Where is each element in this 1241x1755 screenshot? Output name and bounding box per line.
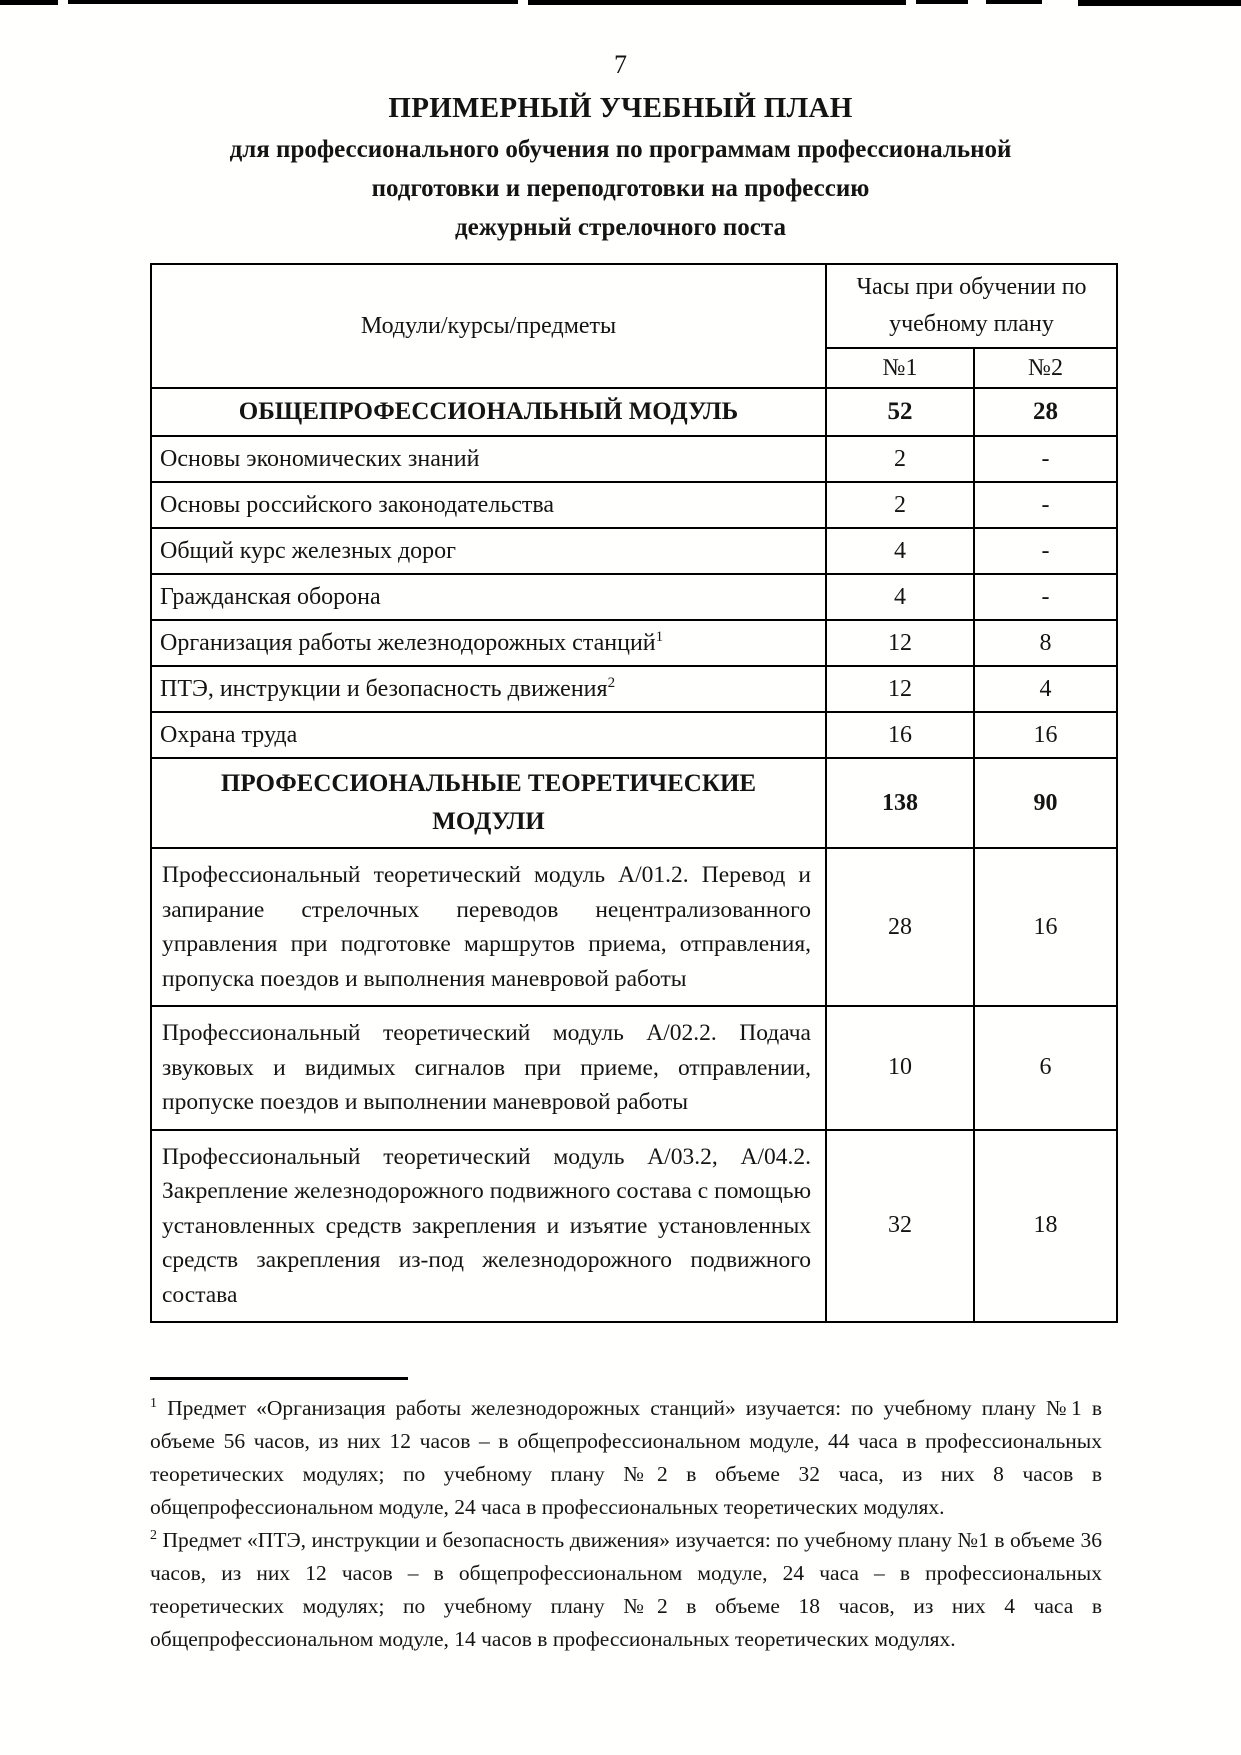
footnote-1-marker: 1 [150, 1395, 157, 1411]
column-header-modules: Модули/курсы/предметы [151, 264, 826, 388]
module-cell [151, 620, 826, 666]
table-row [151, 758, 1117, 848]
footnote-2-marker: 2 [150, 1527, 157, 1543]
module-cell: Основы экономических знаний [151, 436, 826, 482]
table-row [151, 712, 1117, 758]
footnote-ref-1: 1 [655, 628, 664, 645]
table-row [151, 848, 1117, 1006]
plan2-hours-cell: - [974, 436, 1117, 482]
module-cell: Общий курс железных дорог [151, 528, 826, 574]
plan1-hours-cell: 52 [826, 388, 974, 436]
module-cell: Профессиональный теоретический модуль А/01.2. Перевод и запирание стрелочных переводов нецентрализованного управления при подготовке маршрутов приема, отправления, пропуска поездов и выполнения маневровой работы [151, 848, 826, 1006]
plan2-hours-cell: 28 [974, 388, 1117, 436]
table-row [151, 620, 1117, 666]
plan1-hours-cell: 16 [826, 712, 974, 758]
table-row [151, 528, 1117, 574]
plan2-hours-cell: 16 [974, 848, 1117, 1006]
module-cell: ПРОФЕССИОНАЛЬНЫЕ ТЕОРЕТИЧЕСКИЕ МОДУЛИ [151, 758, 826, 848]
module-cell: Гражданская оборона [151, 574, 826, 620]
plan2-hours-cell: - [974, 574, 1117, 620]
footnote-2 [150, 1524, 1102, 1656]
column-header-hours: Часы при обучении по учебному плану [826, 264, 1117, 348]
plan2-hours-cell: 16 [974, 712, 1117, 758]
column-header-plan1: №1 [826, 348, 974, 388]
table-row [151, 1006, 1117, 1130]
column-header-plan2: №2 [974, 348, 1117, 388]
module-label: ПТЭ, инструкции и безопасность движения [160, 675, 608, 702]
footnotes-section [150, 1377, 1102, 1656]
footnote-ref-2: 2 [607, 674, 616, 691]
table-header-row [151, 264, 1117, 348]
plan2-hours-cell: 8 [974, 620, 1117, 666]
module-cell: Охрана труда [151, 712, 826, 758]
plan1-hours-cell: 2 [826, 482, 974, 528]
plan1-hours-cell: 4 [826, 574, 974, 620]
module-cell [151, 666, 826, 712]
table-row [151, 436, 1117, 482]
plan1-hours-cell: 28 [826, 848, 974, 1006]
table-row [151, 388, 1117, 436]
plan1-hours-cell: 12 [826, 666, 974, 712]
plan1-hours-cell: 12 [826, 620, 974, 666]
module-cell: Основы российского законодательства [151, 482, 826, 528]
scan-artifact-top-edge [0, 0, 1241, 8]
plan1-hours-cell: 4 [826, 528, 974, 574]
footnote-1-text: Предмет «Организация работы железнодорожных станций» изучается: по учебному плану №1 в объеме 56 часов, из них 12 часов – в общепрофессиональном модуле, 44 часа в профессиональных теоретических модулях; по учебному плану №2 в объеме 32 часа, из них 8 часов в общепрофессиональном модуле, 24 часа в профессиональных теоретических модулях. [150, 1396, 1103, 1519]
plan1-hours-cell: 138 [826, 758, 974, 848]
plan1-hours-cell: 32 [826, 1130, 974, 1323]
document-title: ПРИМЕРНЫЙ УЧЕБНЫЙ ПЛАН [388, 92, 853, 124]
footnote-2-text: Предмет «ПТЭ, инструкции и безопасность движения» изучается: по учебному плану №1 в объеме 36 часов, из них 12 часов – в общепрофессиональном модуле, 24 часа – в профессиональных теоретических модулях; по учебному плану №2 в объеме 18 часов, из них 4 часа в общепрофессиональном модуле, 14 часов в профессиональных теоретических модулях. [150, 1528, 1102, 1651]
plan2-hours-cell: 90 [974, 758, 1117, 848]
module-cell: Профессиональный теоретический модуль А/02.2. Подача звуковых и видимых сигналов при приеме, отправлении, пропуске поездов и выполнении маневровой работы [151, 1006, 826, 1130]
plan2-hours-cell: 4 [974, 666, 1117, 712]
plan2-hours-cell: - [974, 482, 1117, 528]
footnote-separator-rule [150, 1377, 408, 1380]
plan1-hours-cell: 2 [826, 436, 974, 482]
document-subtitle-line-3: дежурный стрелочного поста [455, 214, 786, 241]
table-row [151, 574, 1117, 620]
curriculum-table [150, 263, 1118, 1323]
plan2-hours-cell: 6 [974, 1006, 1117, 1130]
table-row [151, 666, 1117, 712]
table-row [151, 1130, 1117, 1323]
page-number: 7 [614, 50, 627, 79]
document-subtitle-line-2: подготовки и переподготовки на профессию [371, 175, 870, 202]
document-subtitle-line-1: для профессионального обучения по программам профессиональной [229, 136, 1012, 163]
plan1-hours-cell: 10 [826, 1006, 974, 1130]
plan2-hours-cell: 18 [974, 1130, 1117, 1323]
table-row [151, 482, 1117, 528]
footnote-1 [150, 1392, 1102, 1524]
module-cell: ОБЩЕПРОФЕССИОНАЛЬНЫЙ МОДУЛЬ [151, 388, 826, 436]
plan2-hours-cell: - [974, 528, 1117, 574]
module-cell: Профессиональный теоретический модуль А/03.2, А/04.2. Закрепление железнодорожного подвижного состава с помощью установленных средств закрепления и изъятие установленных средств закрепления из-под железнодорожного подвижного состава [151, 1130, 826, 1323]
module-label: Организация работы железнодорожных станций [160, 629, 656, 656]
